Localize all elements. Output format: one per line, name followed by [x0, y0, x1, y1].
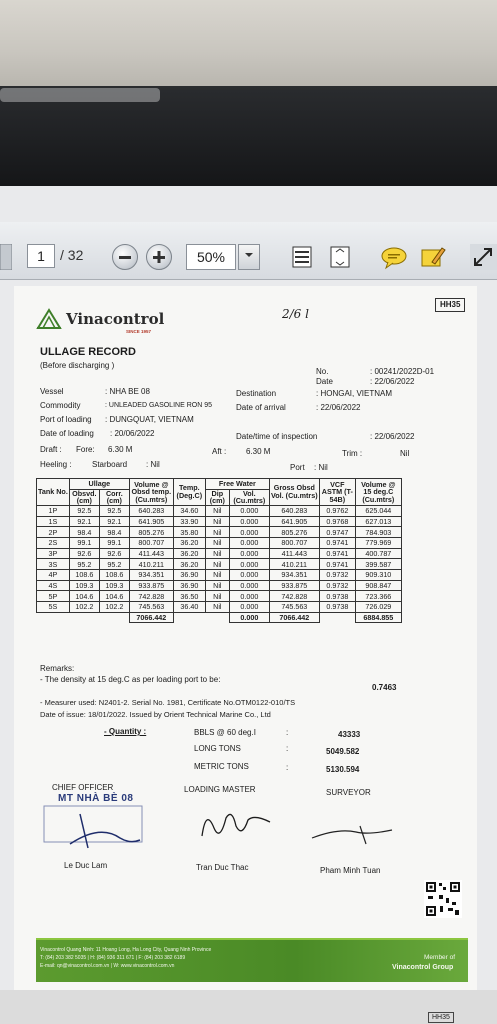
header-volume-obsd: Volume @ Obsd temp. (Cu.mtrs)	[129, 479, 173, 506]
cell-obsvd: 92.5	[69, 505, 99, 516]
cell-dip: Nil	[205, 516, 229, 527]
cell-tank: 4P	[37, 569, 70, 580]
empty-cell	[319, 612, 355, 623]
cell-tank: 2P	[37, 527, 70, 538]
logo-text: Vinacontrol	[66, 310, 165, 328]
document-code-box: HH35	[435, 298, 465, 312]
fit-width-icon[interactable]	[290, 244, 314, 270]
cell-obsvd: 92.1	[69, 516, 99, 527]
cell-vcf: 0.9741	[319, 548, 355, 559]
expand-icon[interactable]	[470, 244, 497, 270]
cell-corr: 92.5	[99, 505, 129, 516]
cell-tank: 4S	[37, 580, 70, 591]
table-row	[37, 602, 402, 613]
chevron-down-icon	[244, 251, 254, 259]
empty-cell	[37, 612, 130, 623]
cell-volume15: 399.587	[355, 559, 401, 570]
remarks-line3: Date of issue: 18/01/2022. Issued by Orient Technical Marine Co., Ltd	[40, 710, 271, 719]
cell-volume-obsd: 742.828	[129, 591, 173, 602]
cell-gross: 800.707	[269, 537, 319, 548]
loading-master-name: Tran Duc Thac	[196, 863, 249, 872]
starboard-label: Starboard	[92, 460, 128, 469]
cell-volume-obsd: 640.283	[129, 505, 173, 516]
table-row	[37, 516, 402, 527]
inspection-value: : 22/06/2022	[370, 432, 415, 441]
remarks-line2: - Measurer used: N2401-2. Serial No. 1981, Certificate No.OTM0122-010/TS	[40, 698, 296, 707]
cell-gross: 742.828	[269, 591, 319, 602]
ship-stamp: MT NHÀ BÈ 08	[58, 793, 134, 804]
cell-temp: 36.50	[173, 591, 205, 602]
cell-corr: 109.3	[99, 580, 129, 591]
cell-tank: 5P	[37, 591, 70, 602]
cell-temp: 36.20	[173, 548, 205, 559]
cell-vcf: 0.9738	[319, 602, 355, 613]
cell-fw-vol: 0.000	[229, 591, 269, 602]
cell-volume-obsd: 933.875	[129, 580, 173, 591]
cell-vcf: 0.9747	[319, 527, 355, 538]
table-row	[37, 537, 402, 548]
cell-gross: 641.905	[269, 516, 319, 527]
total-volume15: 6884.855	[355, 612, 401, 623]
cell-temp: 36.20	[173, 537, 205, 548]
destination-value: : HONGAI, VIETNAM	[316, 389, 393, 398]
cell-dip: Nil	[205, 580, 229, 591]
date-loading-value: : 20/06/2022	[110, 429, 155, 438]
cell-volume15: 726.029	[355, 602, 401, 613]
cell-fw-vol: 0.000	[229, 602, 269, 613]
cell-gross: 745.563	[269, 602, 319, 613]
loading-master-label: LOADING MASTER	[184, 785, 256, 794]
cell-volume15: 400.787	[355, 548, 401, 559]
total-fw: 0.000	[229, 612, 269, 623]
fit-page-icon[interactable]	[328, 244, 352, 270]
port-label: Port	[290, 463, 305, 472]
cell-dip: Nil	[205, 548, 229, 559]
logo-since: SINCE 1957	[126, 329, 152, 334]
commodity-value: : UNLEADED GASOLINE RON 95	[105, 402, 212, 409]
cell-volume-obsd: 934.351	[129, 569, 173, 580]
aft-value: 6.30 M	[246, 447, 271, 456]
trim-value: Nil	[400, 449, 410, 458]
cell-tank: 1P	[37, 505, 70, 516]
chief-officer-label: CHIEF OFFICER	[52, 783, 114, 792]
cell-temp: 36.20	[173, 559, 205, 570]
cell-volume15: 723.366	[355, 591, 401, 602]
cell-temp: 36.90	[173, 580, 205, 591]
page-number-input[interactable]: 1	[27, 244, 55, 268]
cell-vcf: 0.9732	[319, 580, 355, 591]
arrival-label: Date of arrival	[236, 403, 286, 412]
header-temp: Temp. (Deg.C)	[173, 479, 205, 506]
q1-value: 43333	[338, 730, 361, 739]
cell-volume15: 908.847	[355, 580, 401, 591]
inspection-label: Date/time of inspection	[236, 432, 318, 441]
cell-dip: Nil	[205, 559, 229, 570]
cell-corr: 92.6	[99, 548, 129, 559]
comment-icon[interactable]	[380, 244, 408, 270]
draft-label: Draft :	[40, 445, 62, 454]
cell-obsvd: 99.1	[69, 537, 99, 548]
zoom-out-button[interactable]	[112, 243, 138, 271]
quantity-label: - Quantity :	[104, 727, 147, 736]
cell-dip: Nil	[205, 569, 229, 580]
cell-gross: 640.283	[269, 505, 319, 516]
cell-volume15: 909.310	[355, 569, 401, 580]
cell-dip: Nil	[205, 602, 229, 613]
header-volume15: Volume @ 15 deg.C (Cu.mtrs)	[355, 479, 401, 506]
cell-gross: 933.875	[269, 580, 319, 591]
cell-corr: 99.1	[99, 537, 129, 548]
footer-member-label: Member of	[424, 954, 456, 961]
q1-label: BBLS @ 60 deg.I	[194, 728, 256, 737]
table-row	[37, 591, 402, 602]
cell-vcf: 0.9732	[319, 569, 355, 580]
starboard-value: : Nil	[146, 460, 160, 469]
date-value: : 22/06/2022	[370, 377, 415, 386]
cell-volume-obsd: 800.707	[129, 537, 173, 548]
cell-dip: Nil	[205, 527, 229, 538]
cell-volume-obsd: 410.211	[129, 559, 173, 570]
no-value: : 00241/2022D-01	[370, 367, 435, 376]
cell-gross: 411.443	[269, 548, 319, 559]
header-obsvd: Obsvd. (cm)	[69, 489, 99, 505]
cell-obsvd: 92.6	[69, 548, 99, 559]
aft-label: Aft :	[212, 447, 227, 456]
surveyor-label: SURVEYOR	[326, 788, 371, 797]
page-title: ULLAGE RECORD	[40, 346, 136, 358]
cell-tank: 2S	[37, 537, 70, 548]
q2-value: 5049.582	[326, 747, 360, 756]
cell-obsvd: 102.2	[69, 602, 99, 613]
bezel-glare	[0, 88, 160, 102]
header-tank: Tank No.	[37, 479, 70, 506]
q2-label: LONG TONS	[194, 744, 241, 753]
footer-address2: T: (84) 203 382 5035 | H: (84) 936 311 671 | F: (84) 203 382 6189	[40, 955, 186, 961]
cell-corr: 98.4	[99, 527, 129, 538]
date-label: Date	[316, 377, 333, 386]
header-vcf: VCF ASTM (T-54B)	[319, 479, 355, 506]
cell-tank: 3P	[37, 548, 70, 559]
cell-volume15: 779.969	[355, 537, 401, 548]
cell-fw-vol: 0.000	[229, 516, 269, 527]
cell-fw-vol: 0.000	[229, 527, 269, 538]
cell-corr: 95.2	[99, 559, 129, 570]
heeling-label: Heeling :	[40, 460, 72, 469]
table-row	[37, 527, 402, 538]
cell-tank: 5S	[37, 602, 70, 613]
cell-volume15: 625.044	[355, 505, 401, 516]
table-total-row	[37, 612, 402, 623]
highlight-icon[interactable]	[418, 244, 446, 270]
previous-page-icon[interactable]	[0, 244, 12, 270]
zoom-level-input[interactable]: 50%	[186, 244, 236, 270]
empty-cell	[173, 612, 229, 623]
header-ullage: Ullage	[69, 479, 129, 490]
background-wall	[0, 0, 497, 86]
loading-master-signature	[196, 798, 276, 848]
cell-vcf: 0.9738	[319, 591, 355, 602]
vinacontrol-logo-icon	[36, 308, 62, 330]
q3-value: 5130.594	[326, 765, 360, 774]
header-vol: Vol. (Cu.mtrs)	[229, 489, 269, 505]
q2-colon: :	[286, 744, 289, 753]
cell-corr: 102.2	[99, 602, 129, 613]
date-loading-label: Date of loading	[40, 429, 94, 438]
cell-fw-vol: 0.000	[229, 580, 269, 591]
chief-officer-name: Le Duc Lam	[64, 861, 108, 870]
ullage-table	[36, 478, 402, 623]
page-total: / 32	[60, 247, 84, 263]
cell-obsvd: 104.6	[69, 591, 99, 602]
cell-corr: 108.6	[99, 569, 129, 580]
vessel-value: : NHA BE 08	[105, 387, 150, 396]
cell-temp: 35.80	[173, 527, 205, 538]
next-page-strip	[0, 990, 497, 1024]
plus-icon	[146, 244, 172, 270]
cell-volume15: 627.013	[355, 516, 401, 527]
surveyor-signature	[308, 820, 398, 850]
table-row	[37, 548, 402, 559]
cell-gross: 410.211	[269, 559, 319, 570]
fore-value: 6.30 M	[108, 445, 133, 454]
cell-fw-vol: 0.000	[229, 537, 269, 548]
qr-code-icon	[424, 880, 462, 918]
cell-vcf: 0.9741	[319, 537, 355, 548]
no-label: No.	[316, 367, 329, 376]
cell-temp: 34.60	[173, 505, 205, 516]
table-row	[37, 580, 402, 591]
header-free-water: Free Water	[205, 479, 269, 490]
chief-signature	[40, 804, 150, 854]
destination-label: Destination	[236, 389, 277, 398]
q3-label: METRIC TONS	[194, 762, 249, 771]
density-value: 0.7463	[372, 683, 397, 692]
cell-temp: 36.90	[173, 569, 205, 580]
cell-dip: Nil	[205, 505, 229, 516]
cell-vcf: 0.9768	[319, 516, 355, 527]
cell-temp: 36.40	[173, 602, 205, 613]
cell-corr: 104.6	[99, 591, 129, 602]
next-page-code: HH35	[428, 1012, 454, 1023]
handwritten-note: 2/6 l	[282, 307, 309, 321]
remarks-label: Remarks:	[40, 664, 75, 673]
cell-obsvd: 108.6	[69, 569, 99, 580]
cell-volume-obsd: 805.276	[129, 527, 173, 538]
cell-volume-obsd: 745.563	[129, 602, 173, 613]
q1-colon: :	[286, 728, 289, 737]
footer-member-group: Vinacontrol Group	[392, 964, 454, 971]
cell-obsvd: 98.4	[69, 527, 99, 538]
cell-volume-obsd: 411.443	[129, 548, 173, 559]
port-loading-value: : DUNGQUAT, VIETNAM	[105, 415, 194, 424]
cell-volume-obsd: 641.905	[129, 516, 173, 527]
cell-vcf: 0.9762	[319, 505, 355, 516]
cell-fw-vol: 0.000	[229, 548, 269, 559]
cell-fw-vol: 0.000	[229, 569, 269, 580]
port-value: : Nil	[314, 463, 328, 472]
cell-tank: 1S	[37, 516, 70, 527]
zoom-dropdown[interactable]	[238, 244, 260, 270]
commodity-label: Commodity	[40, 401, 81, 410]
cell-vcf: 0.9741	[319, 559, 355, 570]
total-gross: 7066.442	[269, 612, 319, 623]
cell-fw-vol: 0.000	[229, 559, 269, 570]
zoom-in-button[interactable]	[146, 243, 172, 271]
cell-gross: 805.276	[269, 527, 319, 538]
cell-obsvd: 95.2	[69, 559, 99, 570]
table-row	[37, 505, 402, 516]
header-dip: Dip (cm)	[205, 489, 229, 505]
footer-address3: E-mail: qn@vinacontrol.com.vn | W: www.vinacontrol.com.vn	[40, 963, 175, 969]
port-loading-label: Port of loading	[40, 415, 92, 424]
minus-icon	[112, 244, 138, 270]
fore-label: Fore:	[76, 445, 95, 454]
table-row	[37, 569, 402, 580]
cell-obsvd: 109.3	[69, 580, 99, 591]
arrival-value: : 22/06/2022	[316, 403, 361, 412]
vessel-label: Vessel	[40, 387, 64, 396]
trim-label: Trim :	[342, 449, 363, 458]
cell-tank: 3S	[37, 559, 70, 570]
remarks-line1: - The density at 15 deg.C as per loading port to be:	[40, 675, 221, 684]
cell-temp: 33.90	[173, 516, 205, 527]
total-volume-obsd: 7066.442	[129, 612, 173, 623]
page-subtitle: (Before discharging )	[40, 361, 115, 370]
cell-dip: Nil	[205, 537, 229, 548]
cell-corr: 92.1	[99, 516, 129, 527]
q3-colon: :	[286, 763, 289, 772]
cell-dip: Nil	[205, 591, 229, 602]
header-gross: Gross Obsd Vol. (Cu.mtrs)	[269, 479, 319, 506]
footer-address1: Vinacontrol Quang Ninh: 11 Hoang Long, Ha Long City, Quang Ninh Province	[40, 947, 212, 953]
cell-gross: 934.351	[269, 569, 319, 580]
cell-fw-vol: 0.000	[229, 505, 269, 516]
table-row	[37, 559, 402, 570]
surveyor-name: Pham Minh Tuan	[320, 866, 381, 875]
header-corr: Corr. (cm)	[99, 489, 129, 505]
cell-volume15: 784.903	[355, 527, 401, 538]
